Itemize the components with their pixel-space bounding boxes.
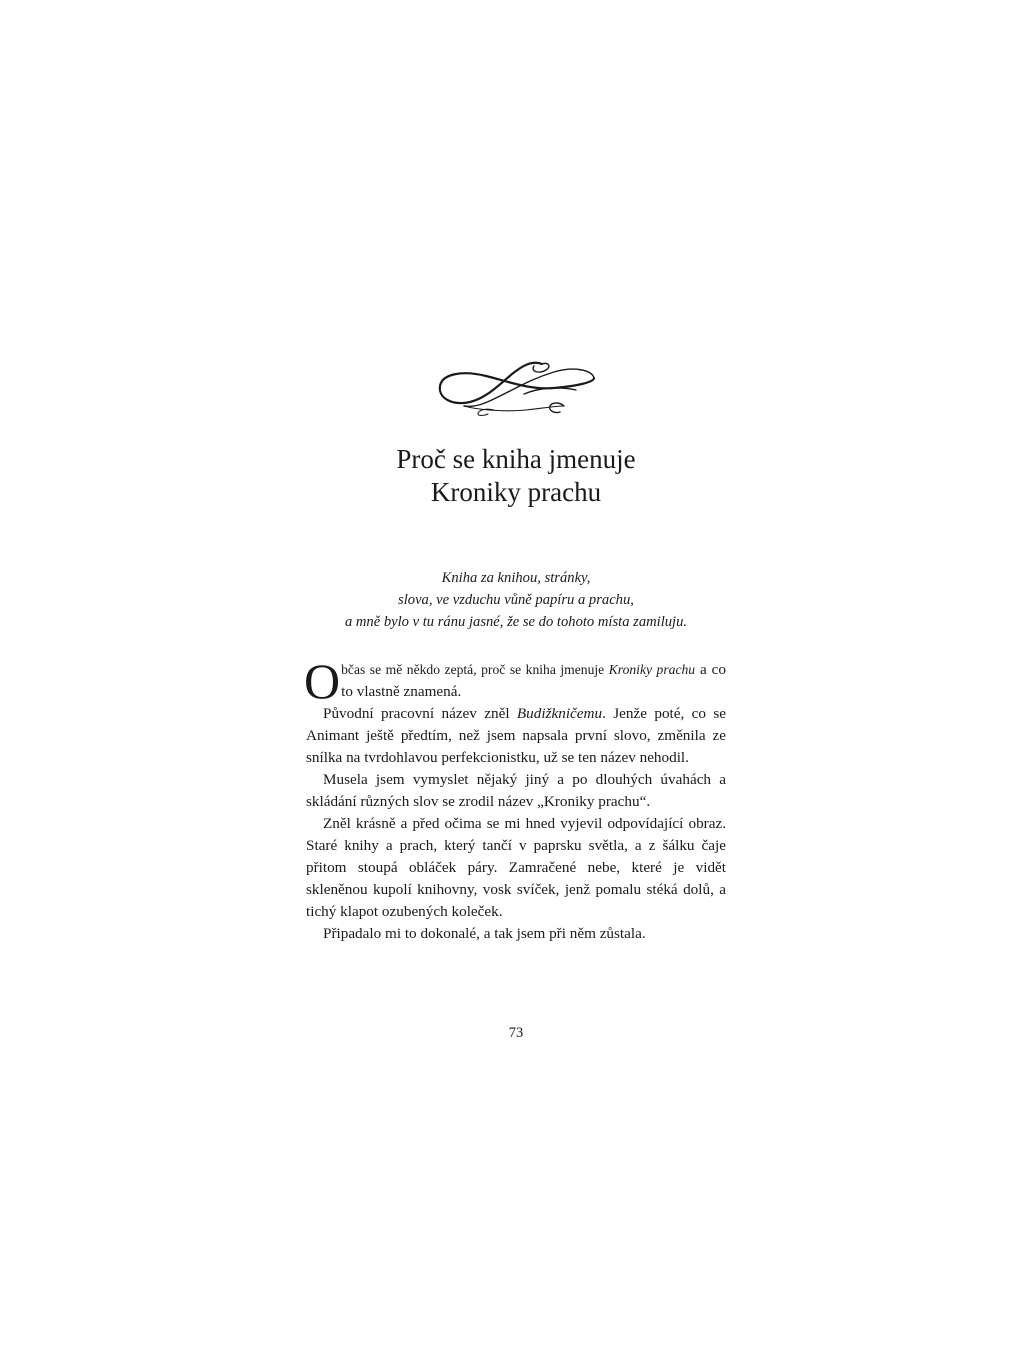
paragraph-2 <box>306 703 726 769</box>
chapter-title-line-2: Kroniky prachu <box>430 477 602 507</box>
flourish-ornament-icon <box>434 354 600 418</box>
epigraph-line-3: a mně bylo v tu ránu jasné, že se do tohoto místa zamiluju. <box>344 614 688 630</box>
drop-cap: O <box>304 653 341 709</box>
body-text <box>304 653 727 945</box>
chapter-title <box>306 443 726 509</box>
paragraph-4: Zněl krásně a před očima se mi hned vyjevil odpovídající obraz. Staré knihy a prach, který tančí v paprsku světla, a z šálku čaje přitom stoupá obláček páry. Zamračené nebe, které je vidět skleněnou kupolí knihovny, vosk svíček, jenž pomalu stéká dolů, a tichý klapot ozubených koleček. <box>306 815 726 920</box>
chapter-title-line-1: Proč se kniha jmenuje <box>396 444 636 474</box>
epigraph-line-2: slova, ve vzduchu vůně papíru a prachu, <box>398 592 634 608</box>
paragraph-1-text-a: bčas se mě někdo zeptá, proč se kniha jmenuje <box>341 662 609 677</box>
paragraph-1 <box>304 653 727 709</box>
working-title-reference: Budižkničemu <box>516 705 603 722</box>
paragraph-2-text-b: . Jenže poté, co se Animant ještě předtím, než jsem napsala první slovo, změnila ze snílka na tvrdohlavou perfekcionistku, už se ten název nehodil. <box>306 705 726 766</box>
paragraph-5: Připadalo mi to dokonalé, a tak jsem při něm zůstala. <box>323 925 646 942</box>
epigraph <box>306 567 726 633</box>
paragraph-3: Musela jsem vymyslet nějaký jiný a po dlouhých úvahách a skládání různých slov se zrodil název „Kroniky prachu“. <box>306 771 726 810</box>
paragraph-2-text-a: Původní pracovní název zněl <box>323 705 517 722</box>
page-number: 73 <box>508 1025 524 1041</box>
paragraph-1-text-b: a co to vlastně znamená. <box>341 661 727 700</box>
book-title-reference: Kroniky prachu <box>608 662 696 677</box>
epigraph-line-1: Kniha za knihou, stránky, <box>441 570 591 586</box>
